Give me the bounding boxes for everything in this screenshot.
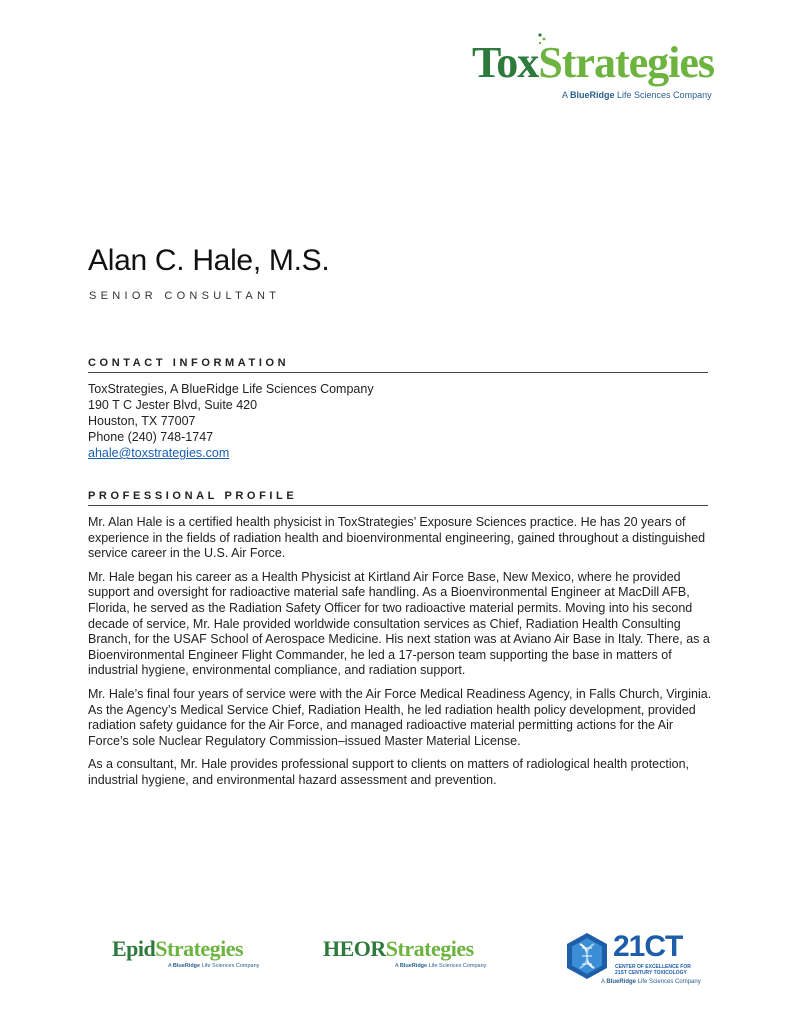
epid-sub-a: A	[168, 963, 173, 969]
hexagon-dna-icon	[565, 932, 609, 980]
contact-block	[88, 381, 374, 461]
epid-sub-rest: Life Sciences Company	[200, 963, 260, 969]
logo-subtitle-a: A	[562, 90, 571, 100]
contact-heading: CONTACT INFORMATION	[88, 357, 708, 373]
profile-paragraph: Mr. Hale’s final four years of service were with the Air Force Medical Readiness Agency, in Falls Church, Virginia. As the Agency’s Medical Service Chief, Radiation Health, he led radiation health policy development, provided radiation safety guidance for the Air Force, and managed radioactive material permitting actions for the Air Force’s sole Nuclear Regulatory Commission–issued Master Material License.	[88, 686, 712, 748]
logo-subtitle-brand: BlueRidge	[570, 90, 615, 100]
21ct-logo	[565, 930, 705, 990]
toxstrategies-logo	[472, 32, 732, 102]
epid-wordmark	[112, 936, 262, 962]
person-title: SENIOR CONSULTANT	[89, 290, 281, 302]
heor-wordmark	[323, 936, 483, 962]
21ct-center-line1: CENTER OF EXCELLENCE FOR	[615, 964, 691, 970]
logo-wordmark	[472, 38, 714, 88]
contact-address-line2: Houston, TX 77007	[88, 414, 196, 428]
21ct-center-text	[615, 964, 691, 976]
21ct-center-line2: 21ST CENTURY TOXICOLOGY	[615, 970, 687, 976]
contact-address-line1: 190 T C Jester Blvd, Suite 420	[88, 398, 258, 412]
epid-light: Strategies	[155, 936, 244, 961]
heor-sub-brand: BlueRidge	[399, 963, 428, 969]
epidstrategies-logo	[112, 936, 262, 976]
heor-dark: HEOR	[323, 936, 386, 961]
heor-sub-a: A	[395, 963, 400, 969]
heor-light: Strategies	[385, 936, 474, 961]
21ct-letters: CT	[644, 930, 683, 963]
contact-company: ToxStrategies, A BlueRidge Life Sciences Company	[88, 382, 374, 396]
heor-sub-rest: Life Sciences Company	[427, 963, 487, 969]
profile-heading: PROFESSIONAL PROFILE	[88, 490, 708, 506]
epid-subtitle	[112, 963, 262, 969]
21ct-sub-brand: BlueRidge	[606, 979, 637, 985]
epid-dark: Epid	[112, 936, 156, 961]
profile-paragraph: Mr. Hale began his career as a Health Physicist at Kirtland Air Force Base, New Mexico, where he provided support and oversight for radioactive material safe handling. As a Bioenvironmental Engineer at MacDill AFB, Florida, he served as the Radiation Safety Officer for two radioactive material permits. Moving into his second decade of service, Mr. Hale provided worldwide consultation services as Chief, Radiation Health Consulting Branch, for the USAF School of Aerospace Medicine. His next station was at Aviano Air Base in Italy. There, as a Bioenvironmental Engineer Flight Commander, he led a 17-person team supporting the base in matters of industrial hygiene, environmental compliance, and radiation support.	[88, 569, 710, 678]
logo-strategies: Strategies	[538, 38, 715, 87]
heorstrategies-logo	[323, 936, 487, 976]
contact-phone: Phone (240) 748-1747	[88, 430, 214, 444]
epid-sub-brand: BlueRidge	[172, 963, 201, 969]
21ct-number: 21	[613, 930, 645, 963]
logo-subtitle-rest: Life Sciences Company	[614, 90, 712, 100]
person-name: Alan C. Hale, M.S.	[88, 244, 330, 277]
profile-paragraph: Mr. Alan Hale is a certified health physicist in ToxStrategies’ Exposure Sciences practice. He has 20 years of experience in the fields of radiation health and bioenvironmental engineering, gained throughout a distinguished service career in the U.S. Air Force.	[88, 515, 706, 561]
21ct-sub-a: A	[601, 979, 607, 985]
heor-subtitle	[323, 963, 487, 969]
21ct-wordmark	[613, 930, 682, 964]
profile-paragraph: As a consultant, Mr. Hale provides professional support to clients on matters of radiological health protection, industrial hygiene, and environmental hazard assessment and prevention.	[88, 757, 690, 787]
profile-body	[88, 515, 712, 797]
contact-email-link[interactable]: ahale@toxstrategies.com	[88, 446, 230, 460]
21ct-subtitle	[601, 979, 701, 985]
logo-tox: Tox	[472, 38, 539, 87]
21ct-sub-rest: Life Sciences Company	[636, 979, 701, 985]
logo-subtitle	[562, 90, 712, 100]
